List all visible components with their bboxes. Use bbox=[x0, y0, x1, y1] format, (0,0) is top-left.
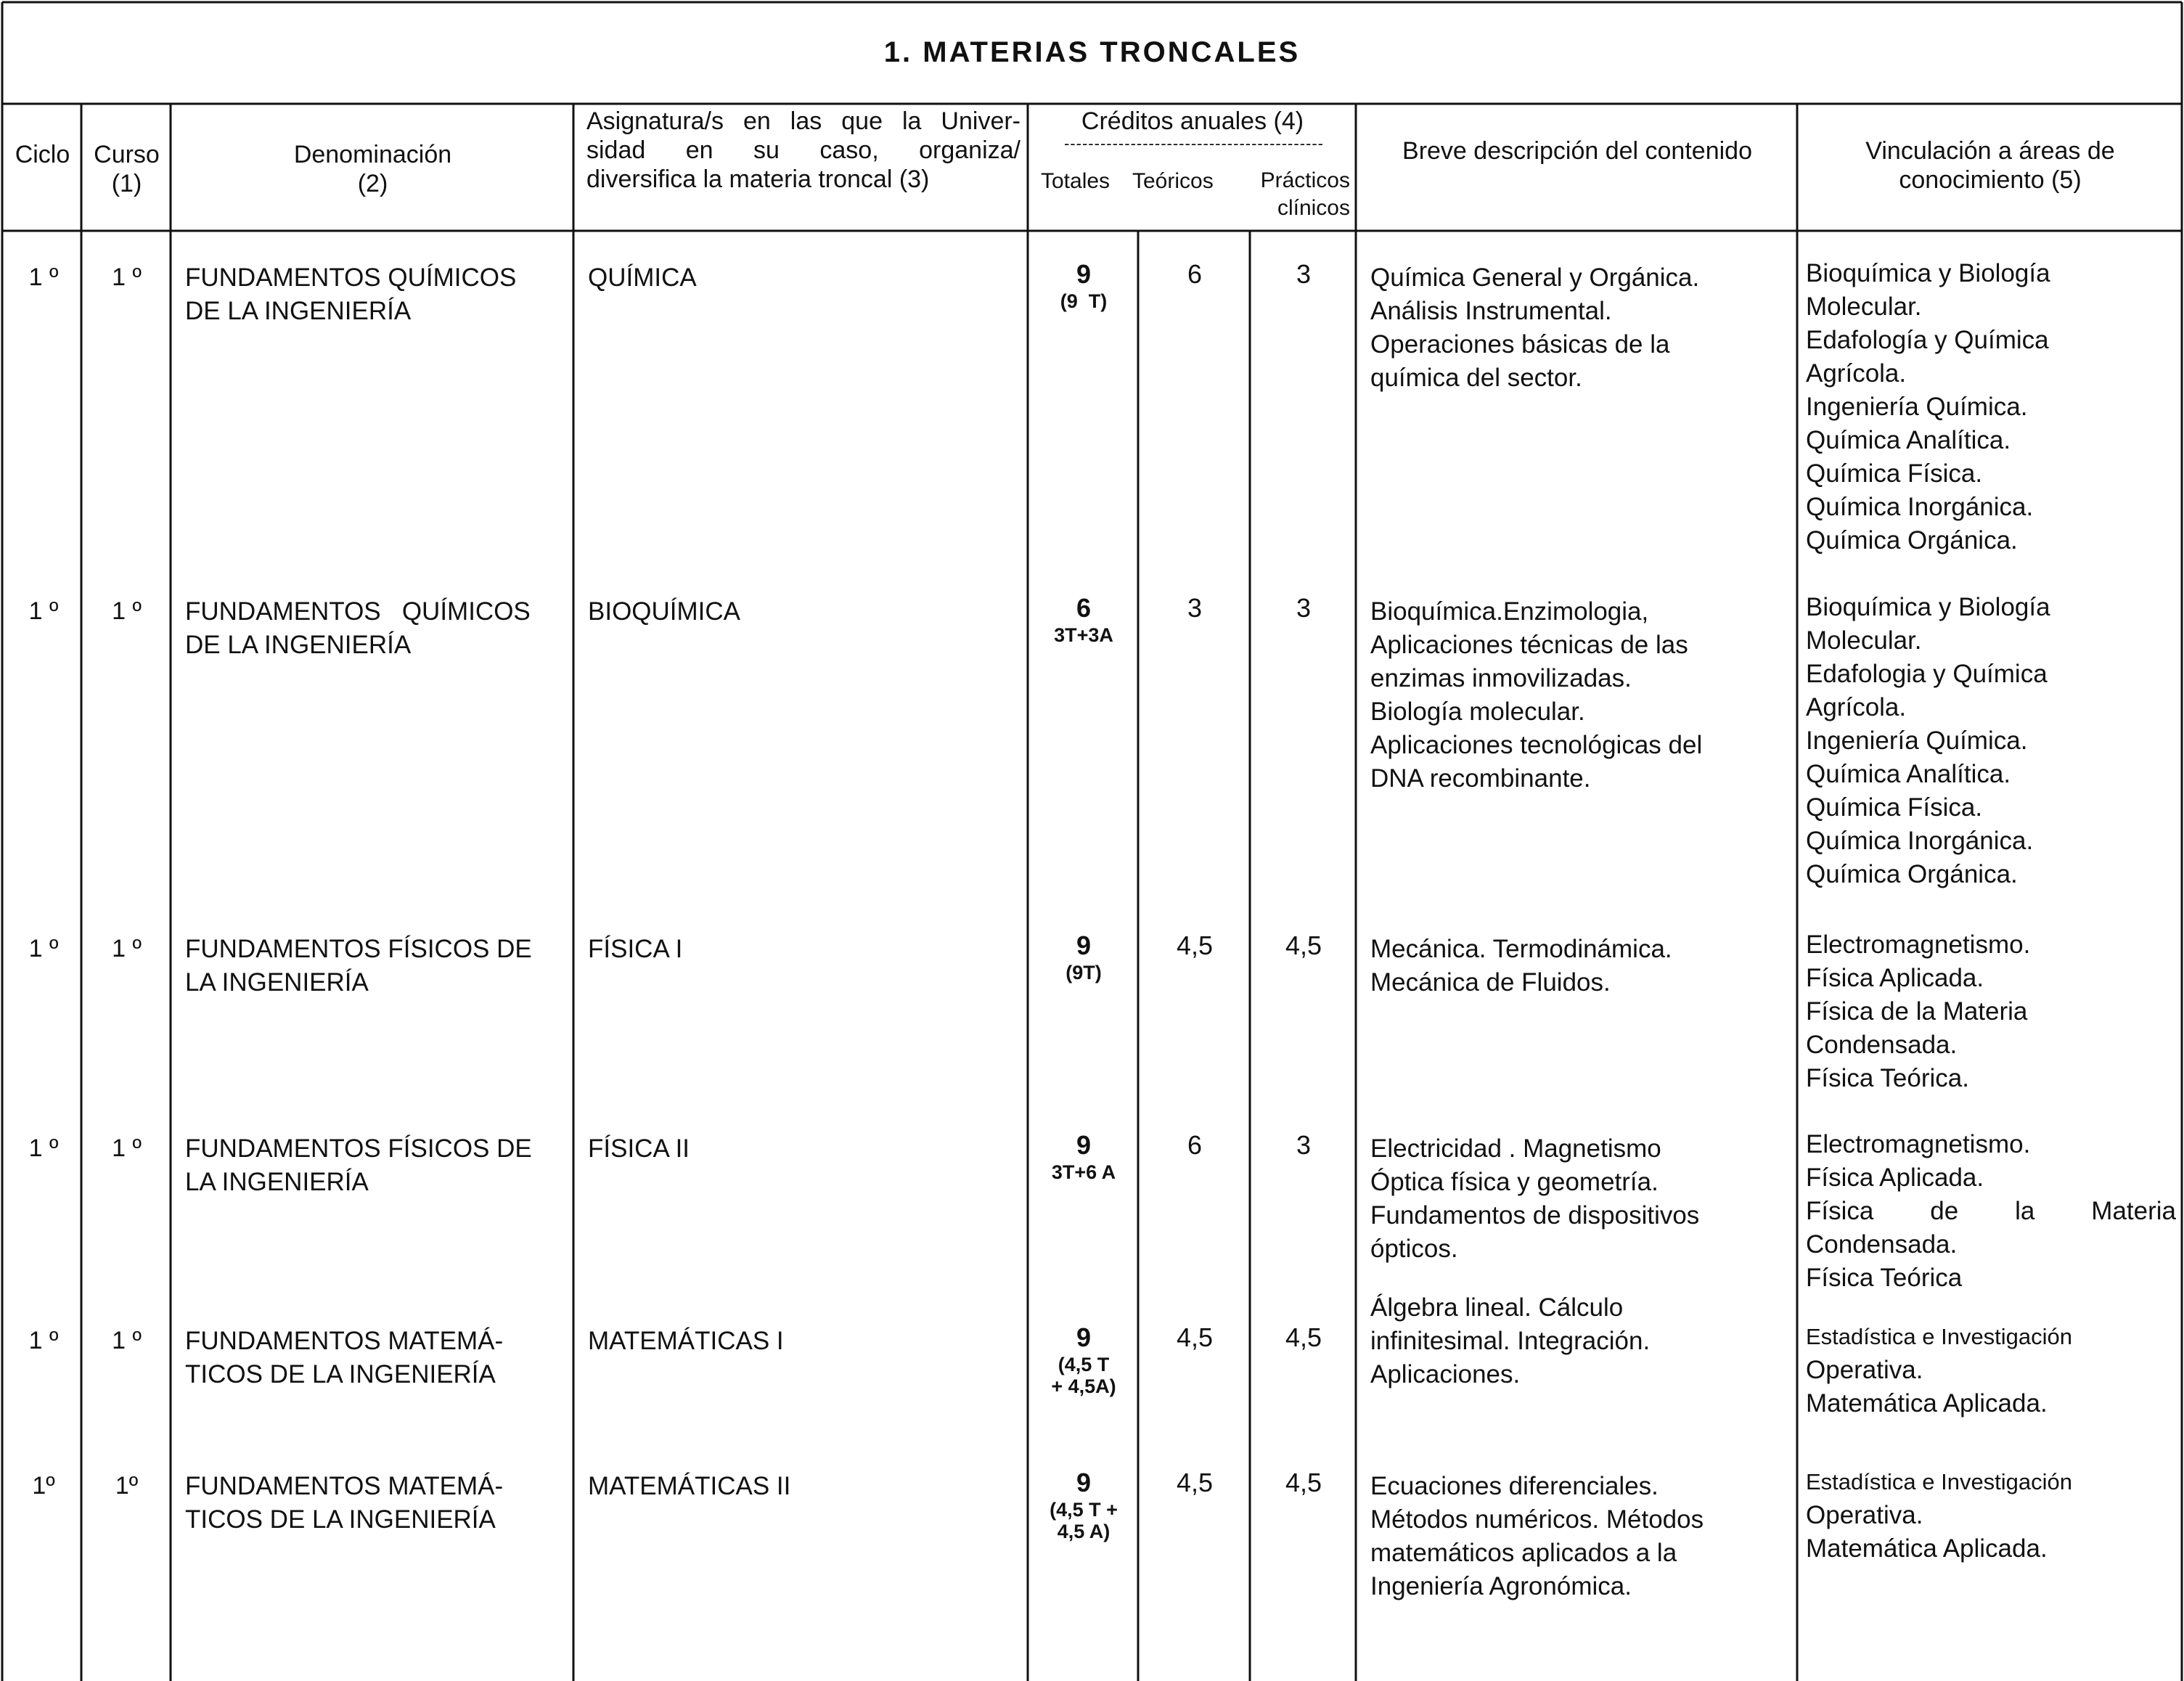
row-descripcion-line: Aplicaciones. bbox=[1370, 1360, 1521, 1388]
row-areas-line: Matemática Aplicada. bbox=[1806, 1389, 2048, 1418]
row-descripcion-line: ópticos. bbox=[1370, 1235, 1458, 1263]
header-denominacion bbox=[172, 140, 573, 198]
row-asignatura: MATEMÁTICAS II bbox=[588, 1472, 791, 1500]
row-areas-line: Edafología y Química bbox=[1806, 326, 2049, 354]
row-teoricos: 4,5 bbox=[1176, 931, 1214, 960]
row-denominacion-line: FUNDAMENTOS QUÍMICOS bbox=[185, 263, 517, 292]
row-areas-line: Química Física. bbox=[1806, 459, 1983, 488]
row-asignatura: FÍSICA I bbox=[588, 935, 683, 963]
row-totales: 9 bbox=[1076, 1322, 1092, 1352]
row-teoricos: 6 bbox=[1187, 1130, 1203, 1160]
row-areas-line: Matemática Aplicada. bbox=[1806, 1534, 2048, 1563]
row-asignatura: FÍSICA II bbox=[588, 1134, 690, 1163]
row-asignatura: QUÍMICA bbox=[588, 263, 697, 292]
row-ciclo: 1 º bbox=[28, 1327, 59, 1354]
row-descripcion-line: Óptica física y geometría. bbox=[1370, 1168, 1659, 1196]
section-title: 1. MATERIAS TRONCALES bbox=[883, 36, 1301, 68]
row-descripcion-line: Ingeniería Agronómica. bbox=[1370, 1572, 1632, 1600]
row-areas-line: Química Orgánica. bbox=[1806, 526, 2018, 555]
row-areas-line: Operativa. bbox=[1806, 1501, 1923, 1529]
row-denominacion-line: TICOS DE LA INGENIERÍA bbox=[185, 1505, 496, 1534]
row-totales: 9 bbox=[1076, 931, 1092, 960]
row-areas-line: Edafologia y Química bbox=[1806, 660, 2048, 688]
row-descripcion-line: Operaciones básicas de la bbox=[1370, 330, 1670, 359]
row-totales: 9 bbox=[1076, 1468, 1092, 1497]
row-ciclo: 1 º bbox=[28, 1134, 59, 1162]
row-practicos: 4,5 bbox=[1285, 931, 1322, 960]
header-curso bbox=[83, 140, 171, 198]
row-curso: 1 º bbox=[112, 597, 142, 625]
header-asignatura-line-3: diversifica la materia troncal (3) bbox=[586, 165, 930, 193]
row-denominacion bbox=[185, 1470, 570, 1537]
row-practicos: 4,5 bbox=[1285, 1322, 1322, 1352]
row-curso: 1 º bbox=[112, 1134, 142, 1162]
row-denominacion-line: LA INGENIERÍA bbox=[185, 1168, 369, 1196]
header-practicos bbox=[1234, 167, 1350, 222]
header-curso-label: Curso bbox=[94, 141, 160, 168]
row-denominacion-line: DE LA INGENIERÍA bbox=[185, 297, 412, 325]
row-areas-line: Química Física. bbox=[1806, 793, 1983, 822]
row-areas-line: Agrícola. bbox=[1806, 693, 1907, 721]
row-areas bbox=[1806, 591, 2176, 891]
row-descripcion-line: infinitesimal. Integración. bbox=[1370, 1327, 1651, 1355]
header-vinculacion bbox=[1799, 136, 2182, 195]
row-areas-line: Física Teórica. bbox=[1806, 1064, 1969, 1092]
row-totales-detalle-line: 3T+6 A bbox=[1051, 1161, 1116, 1183]
row-areas-line: Física Aplicada. bbox=[1806, 964, 1984, 992]
row-areas-line: Condensada. bbox=[1806, 1230, 1958, 1259]
row-descripcion-line: Métodos numéricos. Métodos bbox=[1370, 1505, 1704, 1534]
row-denominacion-line: FUNDAMENTOS FÍSICOS DE bbox=[185, 935, 532, 963]
row-teoricos: 4,5 bbox=[1176, 1322, 1214, 1352]
row-totales-detalle bbox=[1029, 624, 1138, 646]
row-ciclo: 1º bbox=[32, 1472, 55, 1500]
row-totales-detalle bbox=[1029, 290, 1138, 312]
header-practicos-line-2: clínicos bbox=[1277, 196, 1350, 220]
row-areas-line: Física de la Materia bbox=[1806, 1197, 2176, 1225]
row-denominacion-line: FUNDAMENTOS QUÍMICOS bbox=[185, 597, 531, 626]
row-areas-line: Física Teórica bbox=[1806, 1264, 1963, 1292]
row-denominacion-line: FUNDAMENTOS MATEMÁ- bbox=[185, 1472, 504, 1500]
header-creditos: Créditos anuales (4) bbox=[1081, 107, 1304, 135]
row-totales-detalle-line: 3T+3A bbox=[1054, 624, 1113, 646]
row-descripcion bbox=[1370, 933, 1791, 999]
row-areas-line: Molecular. bbox=[1806, 293, 1922, 321]
row-totales-detalle-line: (4,5 T bbox=[1058, 1354, 1110, 1375]
row-totales-detalle-line: (4,5 T + bbox=[1050, 1499, 1118, 1521]
row-denominacion bbox=[185, 933, 570, 999]
row-descripcion-line: Química General y Orgánica. bbox=[1370, 263, 1700, 292]
row-descripcion bbox=[1370, 261, 1791, 395]
row-denominacion-line: LA INGENIERÍA bbox=[185, 968, 369, 997]
row-descripcion bbox=[1370, 1291, 1791, 1391]
row-descripcion-line: química del sector. bbox=[1370, 364, 1582, 392]
row-areas bbox=[1806, 1128, 2176, 1295]
row-areas-line: Química Analítica. bbox=[1806, 426, 2011, 454]
row-descripcion-line: Mecánica de Fluidos. bbox=[1370, 968, 1611, 997]
row-totales-detalle bbox=[1029, 962, 1138, 983]
row-descripcion-line: Mecánica. Termodinámica. bbox=[1370, 935, 1672, 963]
header-asignatura-line-2: sidad en su caso, organiza/ bbox=[586, 136, 1021, 164]
row-denominacion bbox=[185, 261, 570, 328]
row-denominacion-line: TICOS DE LA INGENIERÍA bbox=[185, 1360, 496, 1388]
row-areas-line: Condensada. bbox=[1806, 1031, 1958, 1059]
header-curso-note: (1) bbox=[111, 170, 142, 197]
row-asignatura: MATEMÁTICAS I bbox=[588, 1327, 784, 1355]
row-descripcion bbox=[1370, 1470, 1791, 1603]
row-descripcion-line: enzimas inmovilizadas. bbox=[1370, 664, 1632, 692]
row-areas-line: Molecular. bbox=[1806, 626, 1922, 655]
row-areas-line: Bioquímica y Biología bbox=[1806, 259, 2050, 287]
header-denominacion-note: (2) bbox=[357, 170, 388, 197]
row-descripcion-line: matemáticos aplicados a la bbox=[1370, 1539, 1677, 1567]
row-descripcion-line: DNA recombinante. bbox=[1370, 764, 1591, 793]
row-descripcion bbox=[1370, 1132, 1791, 1266]
row-denominacion bbox=[185, 595, 570, 662]
header-creditos-separator: ------------------------------------------- bbox=[1063, 134, 1325, 152]
row-ciclo: 1 º bbox=[28, 597, 59, 625]
row-practicos: 3 bbox=[1296, 1130, 1312, 1160]
row-areas bbox=[1806, 257, 2176, 557]
row-totales-detalle-line: (9T) bbox=[1066, 962, 1102, 983]
row-descripcion-line: Electricidad . Magnetismo bbox=[1370, 1134, 1661, 1163]
header-denominacion-label: Denominación bbox=[293, 141, 452, 168]
row-areas-line: Electromagnetismo. bbox=[1806, 931, 2031, 959]
row-descripcion-line: Biología molecular. bbox=[1370, 698, 1585, 726]
header-totales: Totales bbox=[1041, 169, 1111, 193]
row-denominacion-line: FUNDAMENTOS MATEMÁ- bbox=[185, 1327, 504, 1355]
row-areas-line: Operativa. bbox=[1806, 1356, 1923, 1384]
row-asignatura: BIOQUÍMICA bbox=[588, 597, 741, 626]
header-vinculacion-line-1: Vinculación a áreas de bbox=[1865, 137, 2115, 165]
row-totales-detalle bbox=[1029, 1354, 1138, 1397]
header-vinculacion-line-2: conocimiento (5) bbox=[1899, 166, 2082, 194]
row-totales: 9 bbox=[1076, 1130, 1092, 1160]
row-descripcion-line: Ecuaciones diferenciales. bbox=[1370, 1472, 1659, 1500]
row-areas-line: Bioquímica y Biología bbox=[1806, 593, 2050, 621]
row-denominacion-line: DE LA INGENIERÍA bbox=[185, 631, 412, 659]
row-descripcion-line: Análisis Instrumental. bbox=[1370, 297, 1612, 325]
row-descripcion-line: Bioquímica.Enzimologia, bbox=[1370, 597, 1649, 626]
row-curso: 1º bbox=[115, 1472, 139, 1500]
row-descripcion bbox=[1370, 595, 1791, 795]
row-areas-line: Ingeniería Química. bbox=[1806, 393, 2028, 421]
row-areas-line: Química Orgánica. bbox=[1806, 860, 2018, 888]
row-curso: 1 º bbox=[112, 1327, 142, 1354]
row-totales-detalle-line: + 4,5A) bbox=[1051, 1375, 1116, 1397]
row-totales-detalle bbox=[1029, 1499, 1138, 1542]
row-totales-detalle-line: 4,5 A) bbox=[1057, 1521, 1111, 1542]
header-ciclo: Ciclo bbox=[15, 141, 70, 168]
row-totales-detalle bbox=[1029, 1161, 1138, 1183]
header-asignatura bbox=[586, 107, 1021, 194]
row-denominacion-line: FUNDAMENTOS FÍSICOS DE bbox=[185, 1134, 532, 1163]
row-areas-line: Estadística e Investigación bbox=[1806, 1469, 2073, 1494]
row-ciclo: 1 º bbox=[28, 935, 59, 962]
row-areas-line: Agrícola. bbox=[1806, 359, 1907, 388]
row-practicos: 3 bbox=[1296, 259, 1312, 289]
row-areas-line: Química Analítica. bbox=[1806, 760, 2011, 788]
row-descripcion-line: Álgebra lineal. Cálculo bbox=[1370, 1293, 1624, 1322]
row-ciclo: 1 º bbox=[28, 263, 59, 291]
row-denominacion bbox=[185, 1325, 570, 1391]
row-areas-line: Ingeniería Química. bbox=[1806, 727, 2028, 755]
row-descripcion-line: Fundamentos de dispositivos bbox=[1370, 1201, 1700, 1230]
row-areas bbox=[1806, 1320, 2176, 1420]
row-denominacion bbox=[185, 1132, 570, 1199]
row-curso: 1 º bbox=[112, 935, 142, 962]
header-practicos-line-1: Prácticos bbox=[1260, 168, 1350, 192]
row-areas-line: Electromagnetismo. bbox=[1806, 1130, 2031, 1158]
row-teoricos: 4,5 bbox=[1176, 1468, 1214, 1497]
row-practicos: 3 bbox=[1296, 593, 1312, 623]
row-practicos: 4,5 bbox=[1285, 1468, 1322, 1497]
row-areas-line: Física de la Materia bbox=[1806, 997, 2028, 1026]
row-areas-line: Química Inorgánica. bbox=[1806, 827, 2034, 855]
row-areas-line: Estadística e Investigación bbox=[1806, 1324, 2073, 1349]
row-totales-detalle-line: (9 T) bbox=[1060, 290, 1108, 312]
header-descripcion: Breve descripción del contenido bbox=[1402, 137, 1752, 165]
row-teoricos: 6 bbox=[1187, 259, 1203, 289]
row-areas bbox=[1806, 1465, 2176, 1566]
row-areas bbox=[1806, 928, 2176, 1095]
header-asignatura-line-1: Asignatura/s en las que la Univer- bbox=[586, 107, 1021, 135]
row-descripcion-line: Aplicaciones tecnológicas del bbox=[1370, 731, 1703, 759]
row-descripcion-line: Aplicaciones técnicas de las bbox=[1370, 631, 1688, 659]
row-totales: 9 bbox=[1076, 259, 1092, 289]
row-totales: 6 bbox=[1076, 593, 1092, 623]
row-areas-line: Física Aplicada. bbox=[1806, 1163, 1984, 1192]
header-teoricos: Teóricos bbox=[1132, 169, 1214, 193]
row-curso: 1 º bbox=[112, 263, 142, 291]
row-areas-line: Química Inorgánica. bbox=[1806, 493, 2034, 521]
row-teoricos: 3 bbox=[1187, 593, 1203, 623]
